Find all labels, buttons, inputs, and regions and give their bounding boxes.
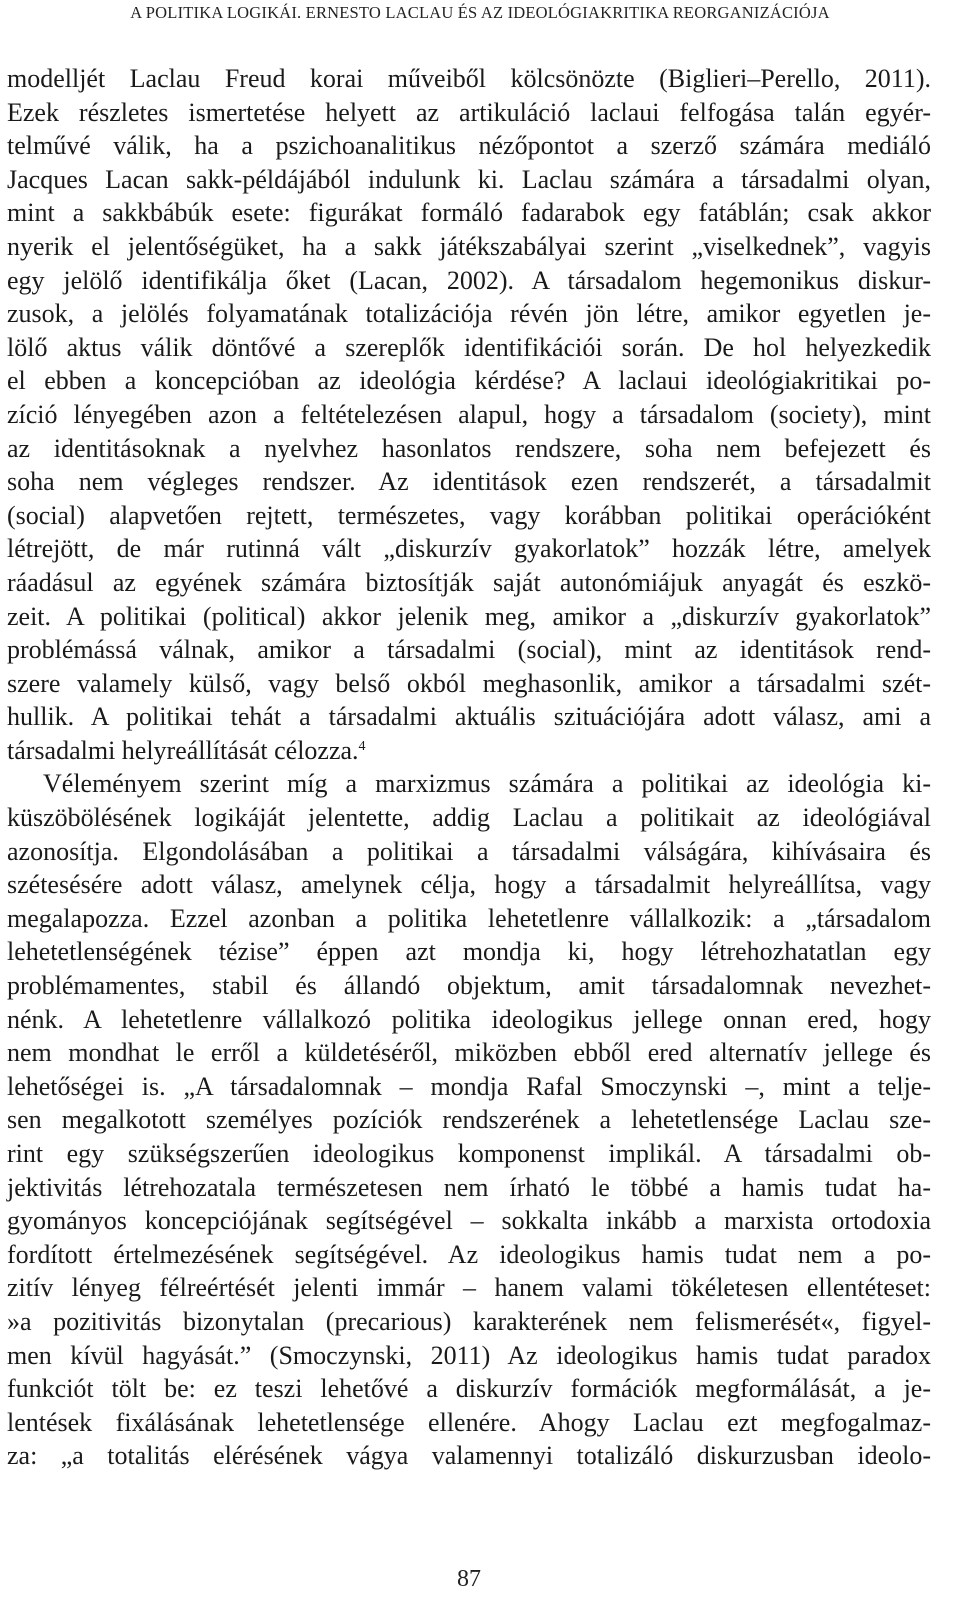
text-line: Jacques Lacan sakk-példájából indulunk ki. Laclau számára a társadalmi olyan, xyxy=(7,164,931,194)
text-line: Ezek részletes ismertetése helyett az artikuláció laclaui felfogása talán egyér- xyxy=(7,97,931,127)
text-line: sen megalkotott személyes pozíciók rendszerének a lehetetlensége Laclau sze- xyxy=(7,1105,931,1135)
text-line: nénk. A lehetetlenre vállalkozó politika ideologikus jellege onnan ered, hogy xyxy=(7,1004,931,1034)
text-line-last xyxy=(7,734,931,768)
text-line: zitív lényeg félreértését jelenti immár – hanem valami tökéletesen ellentéteset: xyxy=(7,1273,931,1303)
text-line: (social) alapvetően rejtett, természetes, vagy korábban politikai operációként xyxy=(7,500,931,530)
text-line: men kívül hagyását.” (Smoczynski, 2011) Az ideologikus hamis tudat paradox xyxy=(7,1340,931,1370)
text-line: lentések fixálásának lehetetlensége ellenére. Ahogy Laclau ezt megfogalmaz- xyxy=(7,1407,931,1437)
text-line: azonosítja. Elgondolásában a politikai a társadalmi válságára, kihívásaira és xyxy=(7,836,931,866)
text-line: létrejött, de már rutinná vált „diskurzív gyakorlatok” hozzák létre, amelyek xyxy=(7,534,931,564)
text-line: modelljét Laclau Freud korai műveiből kölcsönözte (Biglieri–Perello, 2011). xyxy=(7,64,931,93)
text-line: »a pozitivitás bizonytalan (precarious) karakterének nem felismerését«, figyel- xyxy=(7,1306,931,1336)
text-line: lölő aktus válik döntővé a szereplők identifikációi során. De hol helyezkedik xyxy=(7,332,931,362)
text-line: lehetőségei is. „A társadalomnak – mondja Rafal Smoczynski –, mint a telje- xyxy=(7,1071,931,1101)
text-line: za: „a totalitás elérésének vágya valamennyi totalizáló diskurzusban ideolo- xyxy=(7,1441,931,1471)
text-line: megalapozza. Ezzel azonban a politika lehetetlenre vállalkozik: a „társadalom xyxy=(7,903,931,933)
text-line: fordított értelmezésének segítségével. Az ideologikus hamis tudat nem a po- xyxy=(7,1239,931,1269)
text-line: jektivitás létrehozatala természetesen nem írható le többé a hamis tudat ha- xyxy=(7,1172,931,1202)
text-line: zusok, a jelölés folyamatának totalizációja révén jön létre, amikor egyetlen je- xyxy=(7,299,931,329)
text-line: nem mondhat le erről a küldetéséről, miközben ebből ered alternatív jellege és xyxy=(7,1038,931,1068)
text-line: lehetetlenségének tézise” éppen azt mondja ki, hogy létrehozhatatlan egy xyxy=(7,937,931,967)
paragraph-2 xyxy=(7,767,931,1472)
text-line: szere valamely külső, vagy belső okból meghasonlik, amikor a társadalmi szét- xyxy=(7,668,931,698)
text-line: gyományos koncepciójának segítségével – sokkalta inkább a marxista ortodoxia xyxy=(7,1206,931,1236)
paragraph-1 xyxy=(7,62,931,767)
footnote-ref[interactable]: 4 xyxy=(358,738,366,754)
text-line: szétesésére adott válasz, amelynek célja, hogy a társadalmit helyreállítsa, vagy xyxy=(7,870,931,900)
page-number: 87 xyxy=(457,1566,481,1592)
text-line: az identitásoknak a nyelvhez hasonlatos rendszere, soha nem befejezett és xyxy=(7,433,931,463)
text-line: küszöbölésének logikáját jelentette, addig Laclau a politikait az ideológiával xyxy=(7,803,931,833)
text-line: problémamentes, stabil és állandó objektum, amit társadalomnak nevezhet- xyxy=(7,971,931,1001)
text-line: hullik. A politikai tehát a társadalmi aktuális szituációjára adott válasz, ami a xyxy=(7,702,931,732)
text-line: telművé válik, ha a pszichoanalitikus nézőpontot a szerző számára mediáló xyxy=(7,131,931,161)
text-line: ráadásul az egyének számára biztosítják saját autonómiájuk anyagát és eszkö- xyxy=(7,567,931,597)
text-line: zíció lényegében azon a feltételezésen alapul, hogy a társadalom (society), mint xyxy=(7,399,931,429)
last-line-text: társadalmi helyreállítását célozza. xyxy=(7,735,359,765)
text-line: rint egy szükségszerűen ideologikus komponenst implikál. A társadalmi ob- xyxy=(7,1139,931,1168)
text-line: nyerik el jelentőségüket, ha a sakk játékszabályai szerint „viselkednek”, vagyis xyxy=(7,231,931,261)
body-text xyxy=(7,62,931,1473)
text-line: mint a sakkbábúk esete: figurákat formáló fadarabok egy fatáblán; csak akkor xyxy=(7,198,931,228)
running-header: A POLITIKA LOGIKÁI. ERNESTO LACLAU ÉS AZ IDEOLÓGIAKRITIKA REORGANIZÁCIÓJA xyxy=(130,3,830,22)
text-line: Véleményem szerint míg a marxizmus számára a politikai az ideológia ki- xyxy=(43,769,931,799)
text-line: zeit. A politikai (political) akkor jelenik meg, amikor a „diskurzív gyakorlatok” xyxy=(7,601,931,631)
text-line: funkciót tölt be: ez teszi lehetővé a diskurzív formációk megformálását, a je- xyxy=(7,1374,931,1404)
text-line: egy jelölő identifikálja őket (Lacan, 2002). A társadalom hegemonikus diskur- xyxy=(7,265,931,295)
text-line: el ebben a koncepcióban az ideológia kérdése? A laclaui ideológiakritikai po- xyxy=(7,366,931,396)
text-line: problémássá válnak, amikor a társadalmi (social), mint az identitások rend- xyxy=(7,635,931,665)
text-line: soha nem végleges rendszer. Az identitások ezen rendszerét, a társadalmit xyxy=(7,467,931,497)
